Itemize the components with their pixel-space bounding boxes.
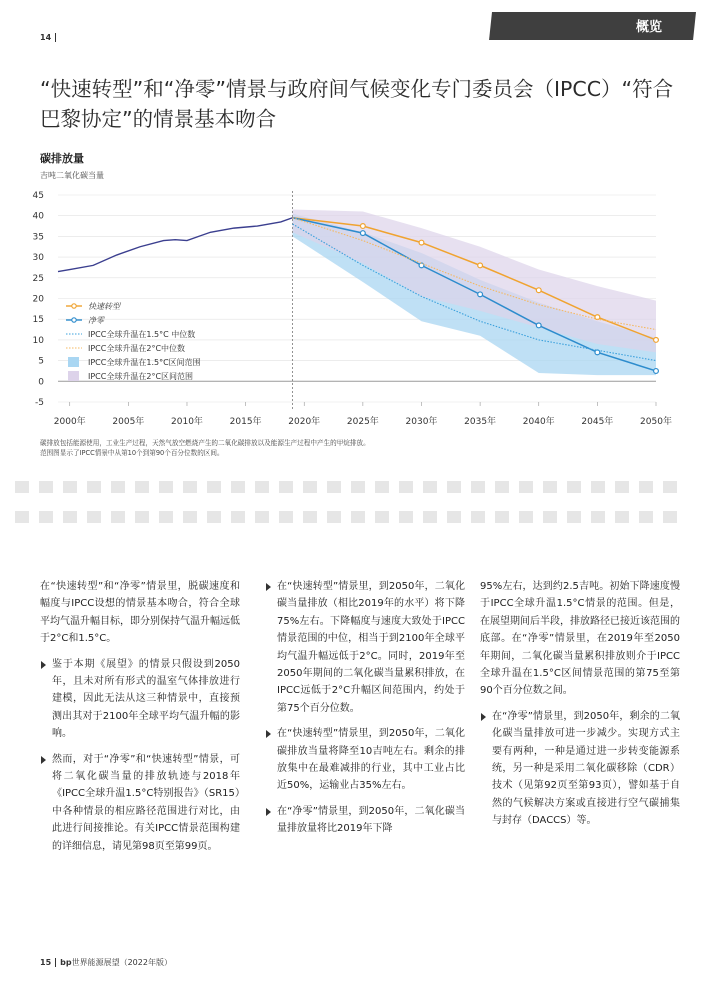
y-tick-label: 15 <box>32 315 44 326</box>
dot <box>303 511 317 523</box>
series-point <box>654 338 659 343</box>
chart-note-1: 碳排放包括能源使用，工业生产过程，天然气放空燃烧产生的二氧化碳排放以及能源生产过程中产生的甲烷排放。 <box>40 439 370 447</box>
dot <box>15 481 29 493</box>
x-tick-label: 2035年 <box>464 417 497 427</box>
dot <box>15 511 29 523</box>
dot <box>231 511 245 523</box>
dot <box>111 511 125 523</box>
y-tick-label: 0 <box>38 377 44 388</box>
legend-label: IPCC全球升温在1.5°C 中位数 <box>88 330 196 339</box>
dot <box>111 481 125 493</box>
legend-swatch-marker <box>72 304 76 308</box>
dot <box>615 481 629 493</box>
x-tick-label: 2010年 <box>171 417 203 427</box>
dot <box>183 511 197 523</box>
x-tick-label: 2045年 <box>581 417 614 427</box>
dot <box>135 481 149 493</box>
chart-title: 碳排放量 <box>40 152 84 165</box>
series-point <box>419 240 424 245</box>
dot <box>471 481 485 493</box>
x-tick-label: 2005年 <box>112 417 145 427</box>
dot <box>375 481 389 493</box>
dot <box>375 511 389 523</box>
dot <box>663 481 677 493</box>
dot <box>255 511 269 523</box>
legend-swatch-marker <box>72 318 76 322</box>
dot <box>591 511 605 523</box>
x-tick-label: 2020年 <box>288 417 321 427</box>
dot <box>639 481 653 493</box>
y-tick-label: 25 <box>32 273 44 284</box>
dot <box>567 511 581 523</box>
dot <box>87 511 101 523</box>
y-tick-label: -5 <box>35 398 44 408</box>
dot <box>615 511 629 523</box>
x-tick-label: 2030年 <box>405 417 438 427</box>
footer-page-number: 15 <box>40 958 52 967</box>
y-tick-label: 40 <box>32 211 44 222</box>
dot <box>543 481 557 493</box>
dot <box>495 511 509 523</box>
series-point <box>536 288 541 293</box>
dot <box>39 511 53 523</box>
page-footer <box>40 957 172 968</box>
dot <box>207 481 221 493</box>
dot <box>183 481 197 493</box>
series-point <box>478 292 483 297</box>
dot <box>327 481 341 493</box>
dot <box>519 481 533 493</box>
dot <box>399 511 413 523</box>
y-tick-label: 30 <box>32 253 44 264</box>
dot <box>567 481 581 493</box>
dot <box>639 511 653 523</box>
x-tick-label: 2000年 <box>53 417 86 427</box>
text-column-2 <box>265 578 465 846</box>
legend-label: IPCC全球升温在1.5°C区间范围 <box>88 358 201 367</box>
section-tab-label: 概览 <box>636 20 663 35</box>
top-page-number: 14 <box>40 33 56 42</box>
y-tick-label: 20 <box>32 294 44 305</box>
dot <box>63 511 77 523</box>
series-point <box>654 369 659 374</box>
dot <box>399 481 413 493</box>
section-tab <box>489 12 696 40</box>
bullet-paragraph: 在“净零”情景里，到2050年，二氧化碳当量排放量将比2019年下降 <box>265 803 465 838</box>
dot <box>159 481 173 493</box>
dot <box>519 511 533 523</box>
paragraph: 95%左右，达到约2.5吉吨。初始下降速度慢于IPCC全球升温1.5°C情景的范围。但是，在展望期间后半段，排放路径已接近该范围的底部。在“净零”情景里，在2019年至2050年期间，二氧化碳当量累积排放则介于IPCC全球升温在1.5°C区间情景范围的第75至第90个百分位数之间。 <box>480 581 680 697</box>
bullet-paragraph: 鉴于本期《展望》的情景只假设到2050年，且未对所有形式的温室气体排放进行建模，因此无法从这三种情景中，直接预测出其对于2100年全球平均气温升幅的影响。 <box>40 656 240 743</box>
dot <box>279 481 293 493</box>
dot <box>447 511 461 523</box>
dot <box>39 481 53 493</box>
dot <box>63 481 77 493</box>
dot <box>351 481 365 493</box>
history-line <box>58 218 293 272</box>
dot <box>135 511 149 523</box>
dot <box>423 511 437 523</box>
x-tick-label: 2015年 <box>229 417 262 427</box>
chart-note-2: 范围图显示了IPCC情景中从第10个到第90个百分位数的区间。 <box>40 449 224 457</box>
page-headline: “快速转型”和“净零”情景与政府间气候变化专门委员会（IPCC）“符合巴黎协定”的情景基本吻合 <box>40 77 674 131</box>
dot <box>279 511 293 523</box>
emissions-chart <box>30 183 680 433</box>
paragraph: 在“快速转型”和“净零”情景里，脱碳速度和幅度与IPCC设想的情景基本吻合，符合全球平均气温升幅目标，即分别保持气温升幅远低于2°C和1.5°C。 <box>40 581 240 645</box>
dot <box>327 511 341 523</box>
decorative-dots-row <box>15 478 705 490</box>
text-column-1 <box>40 578 240 863</box>
x-tick-label: 2050年 <box>640 417 672 427</box>
dot <box>351 511 365 523</box>
footer-brand: bp <box>60 958 72 967</box>
dot <box>423 481 437 493</box>
legend-label: 净零 <box>88 316 104 325</box>
decorative-dots-row <box>15 508 705 520</box>
dot <box>543 511 557 523</box>
dot <box>495 481 509 493</box>
y-tick-label: 35 <box>32 232 44 243</box>
series-point <box>360 231 365 236</box>
chart-y-unit-label: 吉吨二氧化碳当量 <box>40 171 104 180</box>
dot <box>231 481 245 493</box>
legend-swatch <box>68 357 79 367</box>
legend-label: IPCC全球升温在2°C区间范围 <box>88 372 194 381</box>
text-column-3 <box>480 578 680 838</box>
y-tick-label: 5 <box>38 356 44 367</box>
series-point <box>360 224 365 229</box>
dot <box>663 511 677 523</box>
x-tick-label: 2025年 <box>346 417 379 427</box>
dot <box>255 481 269 493</box>
y-tick-label: 10 <box>32 335 44 346</box>
bullet-paragraph: 在“快速转型”情景里，到2050年，二氧化碳排放当量将降至10吉吨左右。剩余的排放集中在最难减排的行业，其中工业占比近50%，运输业占35%左右。 <box>265 725 465 795</box>
dot <box>591 481 605 493</box>
dot <box>447 481 461 493</box>
dot <box>159 511 173 523</box>
legend-swatch <box>68 371 79 381</box>
dot <box>303 481 317 493</box>
legend-label: IPCC全球升温在2°C中位数 <box>88 344 186 353</box>
dot <box>87 481 101 493</box>
dot <box>207 511 221 523</box>
series-point <box>536 323 541 328</box>
series-point <box>478 263 483 268</box>
footer-title: 世界能源展望（2022年版） <box>71 958 172 967</box>
dot <box>471 511 485 523</box>
y-tick-label: 45 <box>32 191 44 201</box>
bullet-paragraph: 然而，对于“净零”和“快速转型”情景，可将二氧化碳当量的排放轨迹与2018年《IPCC全球升温1.5°C特别报告》（SR15）中各种情景的相应路径范围进行对比，由此进行间接推论。有关IPCC情景范围构建的详细信息，请见第98页至第99页。 <box>40 751 240 855</box>
bullet-paragraph: 在“快速转型”情景里，到2050年，二氧化碳当量排放（相比2019年的水平）将下降75%左右。下降幅度与速度大致处于IPCC情景范围的中位，相当于到2100年全球平均气温升幅远低于2°C。同时，2019年至2050年期间的二氧化碳当量累积排放，在IPCC远低于2°C升幅区间范围内，约处于第75个百分位数。 <box>265 578 465 717</box>
bullet-paragraph: 在“净零”情景里，到2050年，剩余的二氧化碳当量排放可进一步减少。实现方式主要有两种，一种是通过进一步转变能源系统，另一种是采用二氧化碳移除（CDR）技术（见第92页至第93页），譬如基于自然的气候解决方案或直接进行空气碳捕集与封存（DACCS）等。 <box>480 708 680 830</box>
legend-label: 快速转型 <box>88 302 120 311</box>
x-tick-label: 2040年 <box>522 417 555 427</box>
